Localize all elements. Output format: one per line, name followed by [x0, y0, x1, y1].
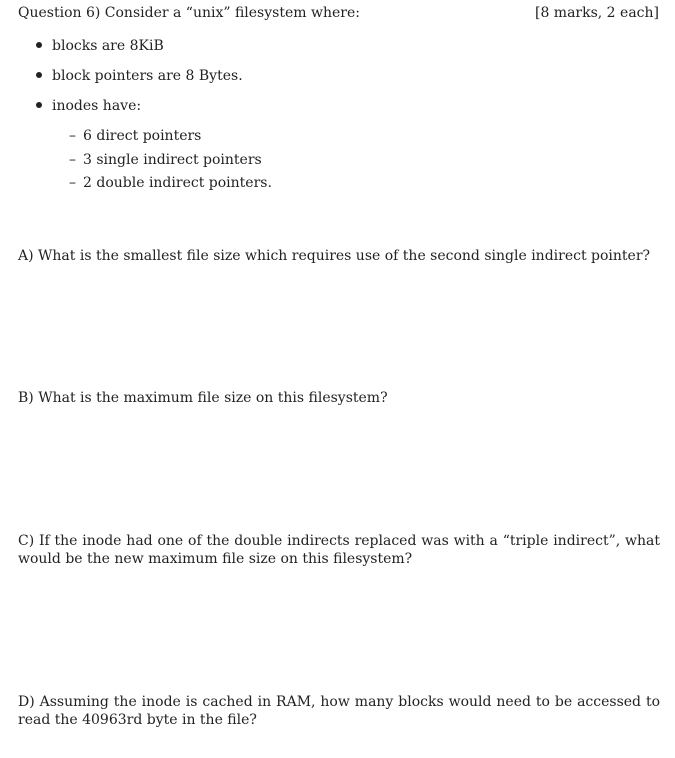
bullet-dot-icon	[36, 102, 42, 108]
bullet-label: block pointers are 8 Bytes.	[52, 68, 243, 84]
bullet-item-inodes	[36, 98, 141, 114]
question-header: Question 6) Consider a “unix” filesystem where:	[18, 5, 360, 21]
bullet-label: inodes have:	[52, 98, 142, 114]
sublist-label: 2 double indirect pointers.	[83, 175, 272, 191]
bullet-dot-icon	[36, 72, 42, 78]
part-d-question: D) Assuming the inode is cached in RAM, how many blocks would need to be accessed to read the 40963rd byte in the file?	[18, 694, 660, 728]
sublist-item-double-indirect	[69, 175, 272, 191]
part-a-question: A) What is the smallest file size which requires use of the second single indirect pointer?	[18, 248, 651, 264]
sublist-item-direct	[69, 128, 201, 144]
sublist-item-single-indirect	[69, 152, 262, 168]
bullet-dot-icon	[36, 42, 42, 48]
bullet-item-pointer-size	[36, 68, 243, 84]
dash-icon: –	[69, 128, 76, 144]
part-c-question: C) If the inode had one of the double indirects replaced was with a “triple indirect”, what would be the new maximum file size on this filesystem?	[18, 533, 660, 567]
sublist-label: 6 direct pointers	[83, 128, 202, 144]
part-b-question: B) What is the maximum file size on this filesystem?	[18, 390, 388, 406]
marks-label: [8 marks, 2 each]	[534, 5, 659, 21]
bullet-item-block-size	[36, 38, 164, 54]
dash-icon: –	[69, 175, 76, 191]
sublist-label: 3 single indirect pointers	[83, 152, 262, 168]
bullet-label: blocks are 8KiB	[52, 38, 164, 54]
dash-icon: –	[69, 152, 76, 168]
